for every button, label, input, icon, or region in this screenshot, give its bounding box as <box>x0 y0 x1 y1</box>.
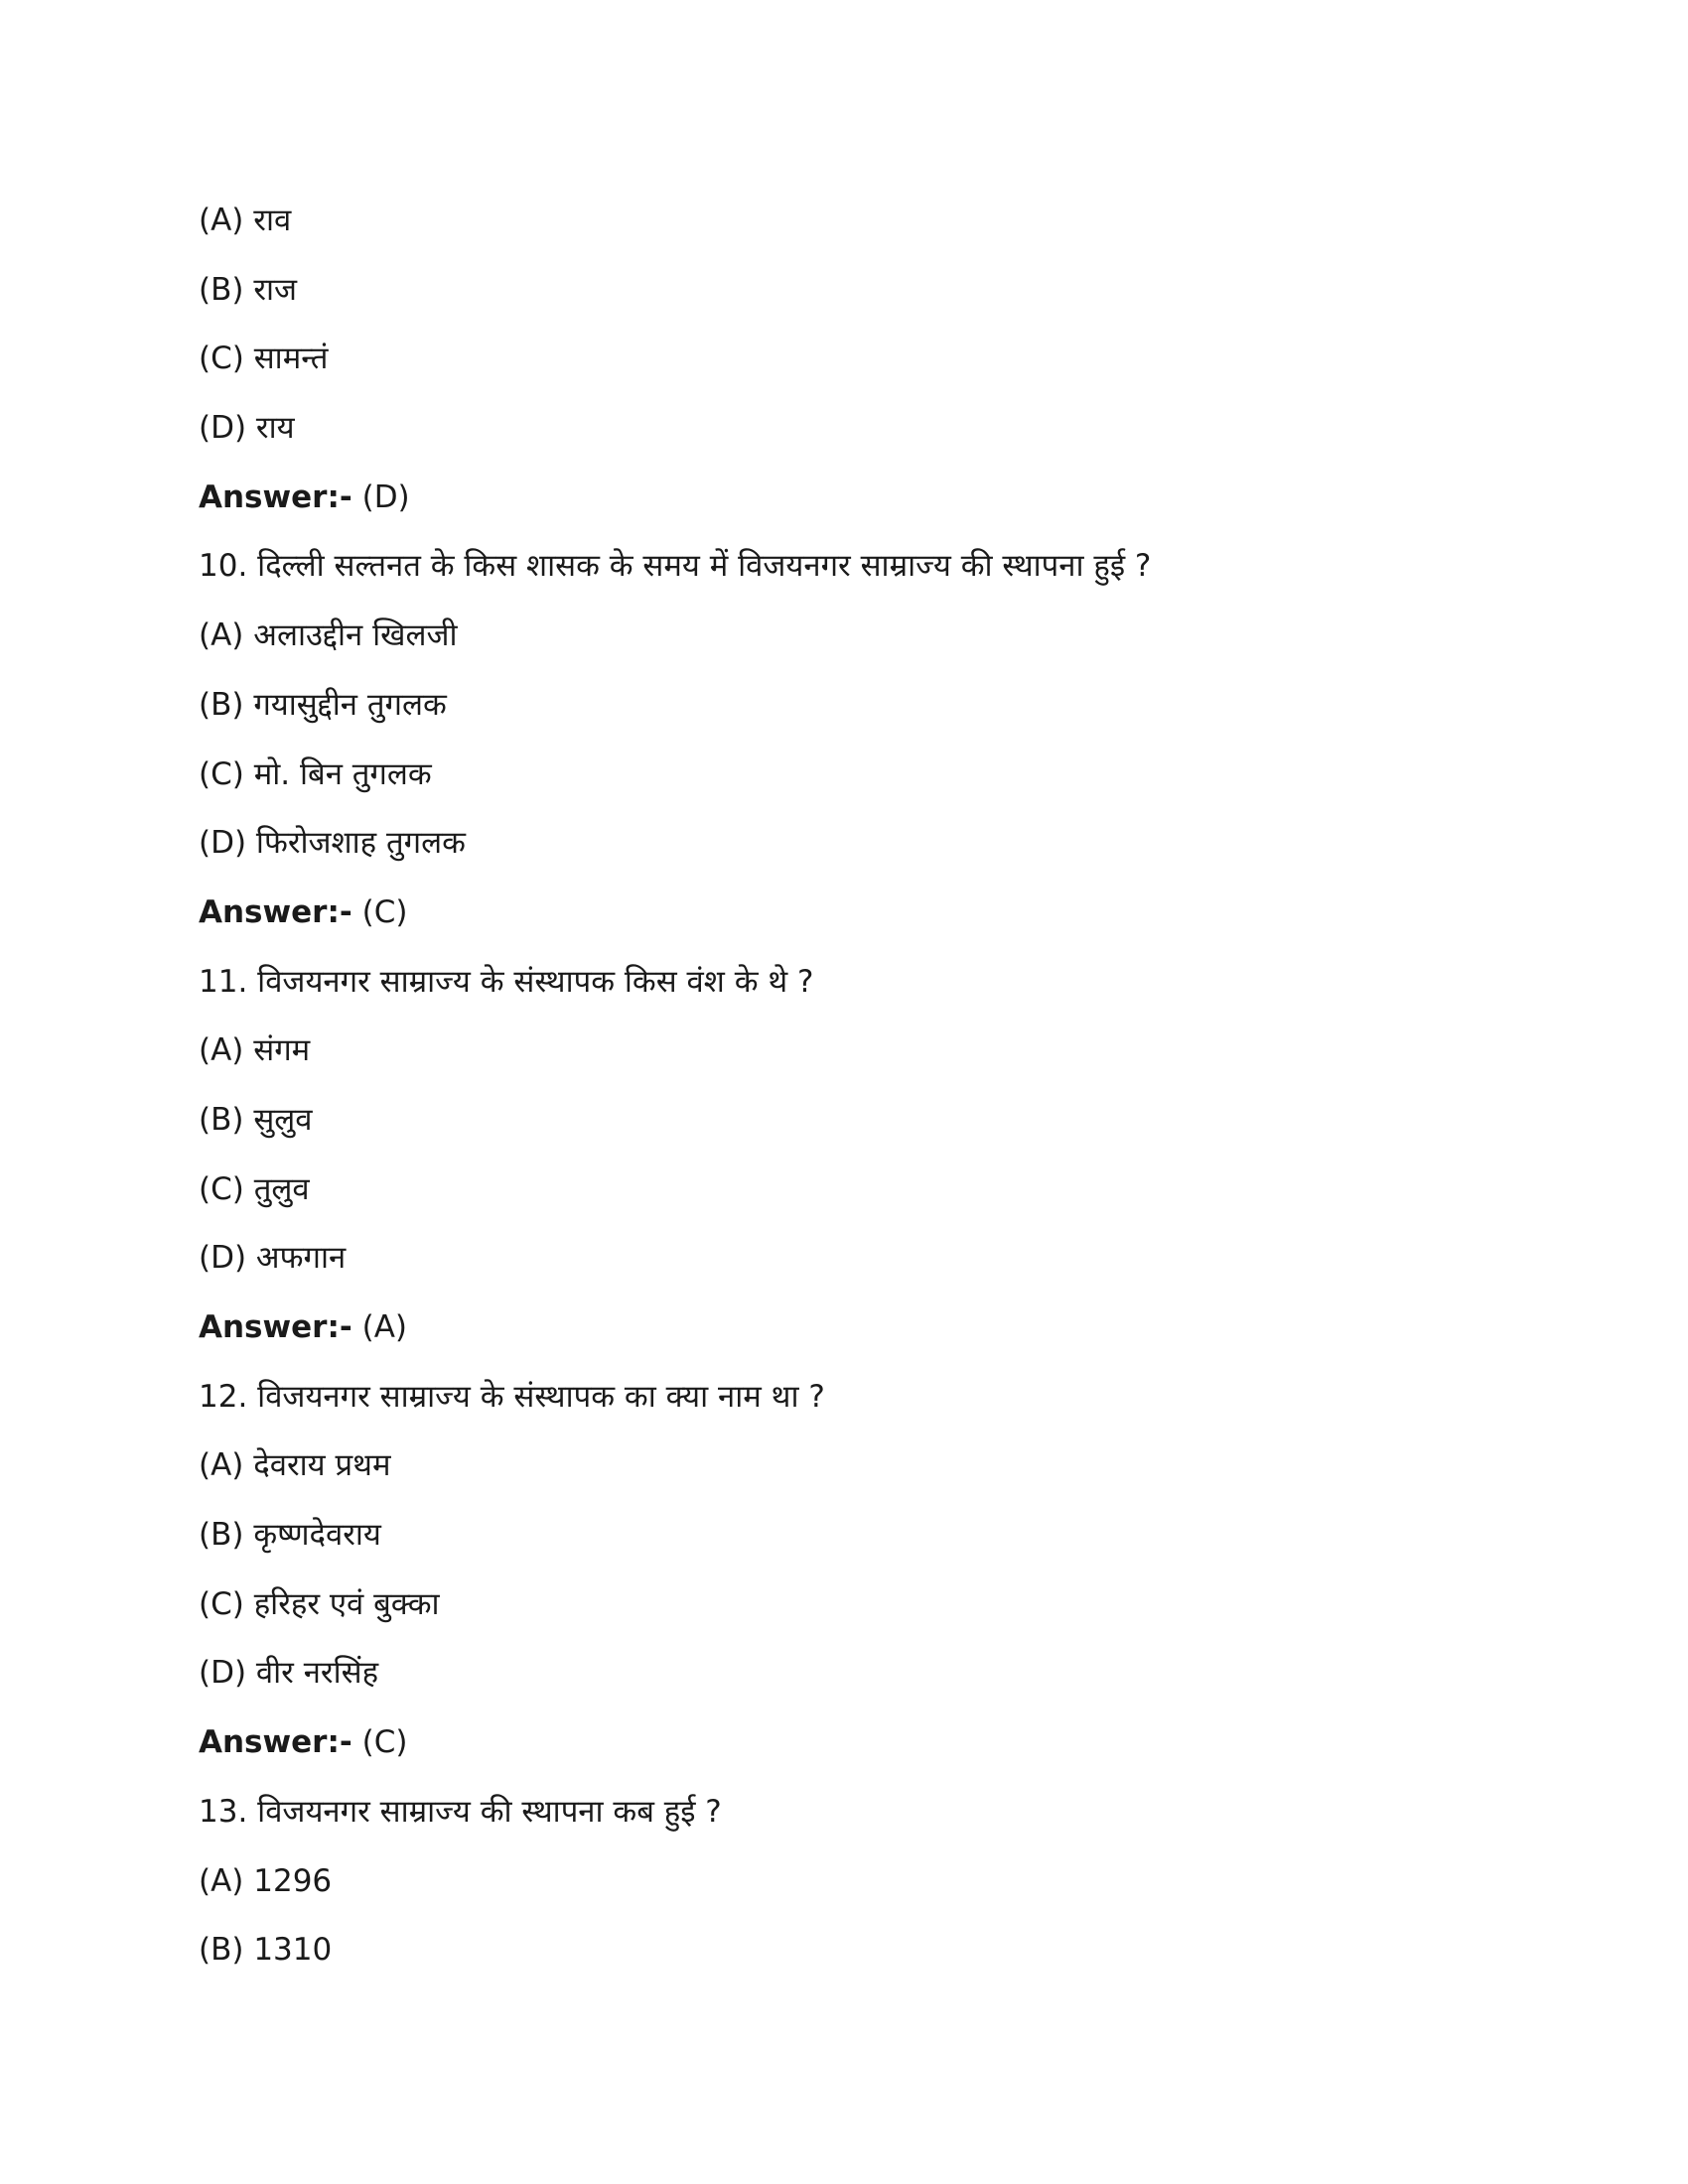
question-text: विजयनगर साम्राज्य की स्थापना कब हुई ? <box>257 1793 722 1830</box>
option-label: (B) <box>199 1517 244 1554</box>
option-line <box>199 1432 1509 1501</box>
answer-value: (C) <box>361 1724 408 1761</box>
option-line <box>199 1501 1509 1570</box>
option-line <box>199 1086 1509 1156</box>
option-line <box>199 256 1509 326</box>
question-text: विजयनगर साम्राज्य के संस्थापक किस वंश के थे ? <box>257 963 814 1000</box>
option-line <box>199 1639 1509 1708</box>
document-page <box>199 187 1509 1985</box>
answer-value: (D) <box>361 478 410 515</box>
answer-line <box>199 1294 1509 1363</box>
question-text: दिल्ली सल्तनत के किस शासक के समय में विजयनगर साम्राज्य की स्थापना हुई ? <box>257 548 1152 585</box>
option-line <box>199 1847 1509 1917</box>
option-text: राव <box>253 203 292 238</box>
question-number: 10. <box>199 548 248 585</box>
option-label: (D) <box>199 1655 247 1692</box>
option-text: देवराय प्रथम <box>253 1447 391 1484</box>
option-label: (D) <box>199 410 247 447</box>
option-label: (B) <box>199 1932 244 1969</box>
question-line <box>199 532 1509 602</box>
option-label: (B) <box>199 271 244 308</box>
option-line <box>199 602 1509 671</box>
question-number: 11. <box>199 963 248 1000</box>
option-label: (C) <box>199 755 244 792</box>
option-line <box>199 671 1509 741</box>
option-label: (D) <box>199 1240 247 1277</box>
option-label: (D) <box>199 825 247 862</box>
option-text: गयासुद्दीन तुगलक <box>253 686 447 723</box>
option-text: राज <box>253 271 298 308</box>
answer-label: Answer:- <box>199 1309 352 1345</box>
option-text: अफगान <box>255 1240 347 1277</box>
option-line <box>199 809 1509 879</box>
option-line <box>199 394 1509 464</box>
question-number: 12. <box>199 1378 248 1415</box>
option-line <box>199 741 1509 810</box>
option-label: (C) <box>199 1170 244 1207</box>
answer-label: Answer:- <box>199 893 352 930</box>
question-line <box>199 1363 1509 1433</box>
option-line <box>199 1224 1509 1294</box>
question-line <box>199 948 1509 1018</box>
option-label: (A) <box>199 1032 244 1069</box>
answer-label: Answer:- <box>199 478 352 515</box>
option-text: हरिहर एवं बुक्का <box>253 1585 440 1622</box>
option-label: (C) <box>199 341 244 377</box>
option-label: (B) <box>199 1101 244 1138</box>
option-text: सामन्तं <box>253 341 329 377</box>
option-line <box>199 1017 1509 1086</box>
option-label: (A) <box>199 617 244 654</box>
question-number: 13. <box>199 1793 248 1830</box>
option-text: 1296 <box>253 1862 333 1899</box>
option-line <box>199 325 1509 394</box>
option-text: वीर नरसिंह <box>255 1655 379 1692</box>
option-text: अलाउद्दीन खिलजी <box>253 617 458 654</box>
answer-value: (A) <box>361 1309 407 1345</box>
option-text: तुलुव <box>253 1170 310 1207</box>
question-text: विजयनगर साम्राज्य के संस्थापक का क्या नाम था ? <box>257 1378 825 1415</box>
option-text: सुलुव <box>253 1101 313 1138</box>
option-line <box>199 187 1509 256</box>
option-text: संगम <box>253 1032 311 1069</box>
option-label: (A) <box>199 1447 244 1484</box>
option-line <box>199 1156 1509 1225</box>
option-text: राय <box>255 410 295 447</box>
answer-value: (C) <box>361 893 408 930</box>
option-label: (A) <box>199 1862 244 1899</box>
answer-line <box>199 879 1509 948</box>
answer-line <box>199 464 1509 533</box>
option-text: फिरोजशाह तुगलक <box>255 825 466 862</box>
question-line <box>199 1778 1509 1847</box>
option-text: कृष्णदेवराय <box>253 1517 381 1554</box>
option-line <box>199 1916 1509 1985</box>
option-label: (B) <box>199 686 244 723</box>
answer-label: Answer:- <box>199 1724 352 1761</box>
option-text: 1310 <box>253 1932 333 1969</box>
option-text: मो. बिन तुगलक <box>253 755 432 792</box>
option-label: (A) <box>199 203 244 238</box>
answer-line <box>199 1708 1509 1778</box>
option-line <box>199 1570 1509 1640</box>
option-label: (C) <box>199 1585 244 1622</box>
